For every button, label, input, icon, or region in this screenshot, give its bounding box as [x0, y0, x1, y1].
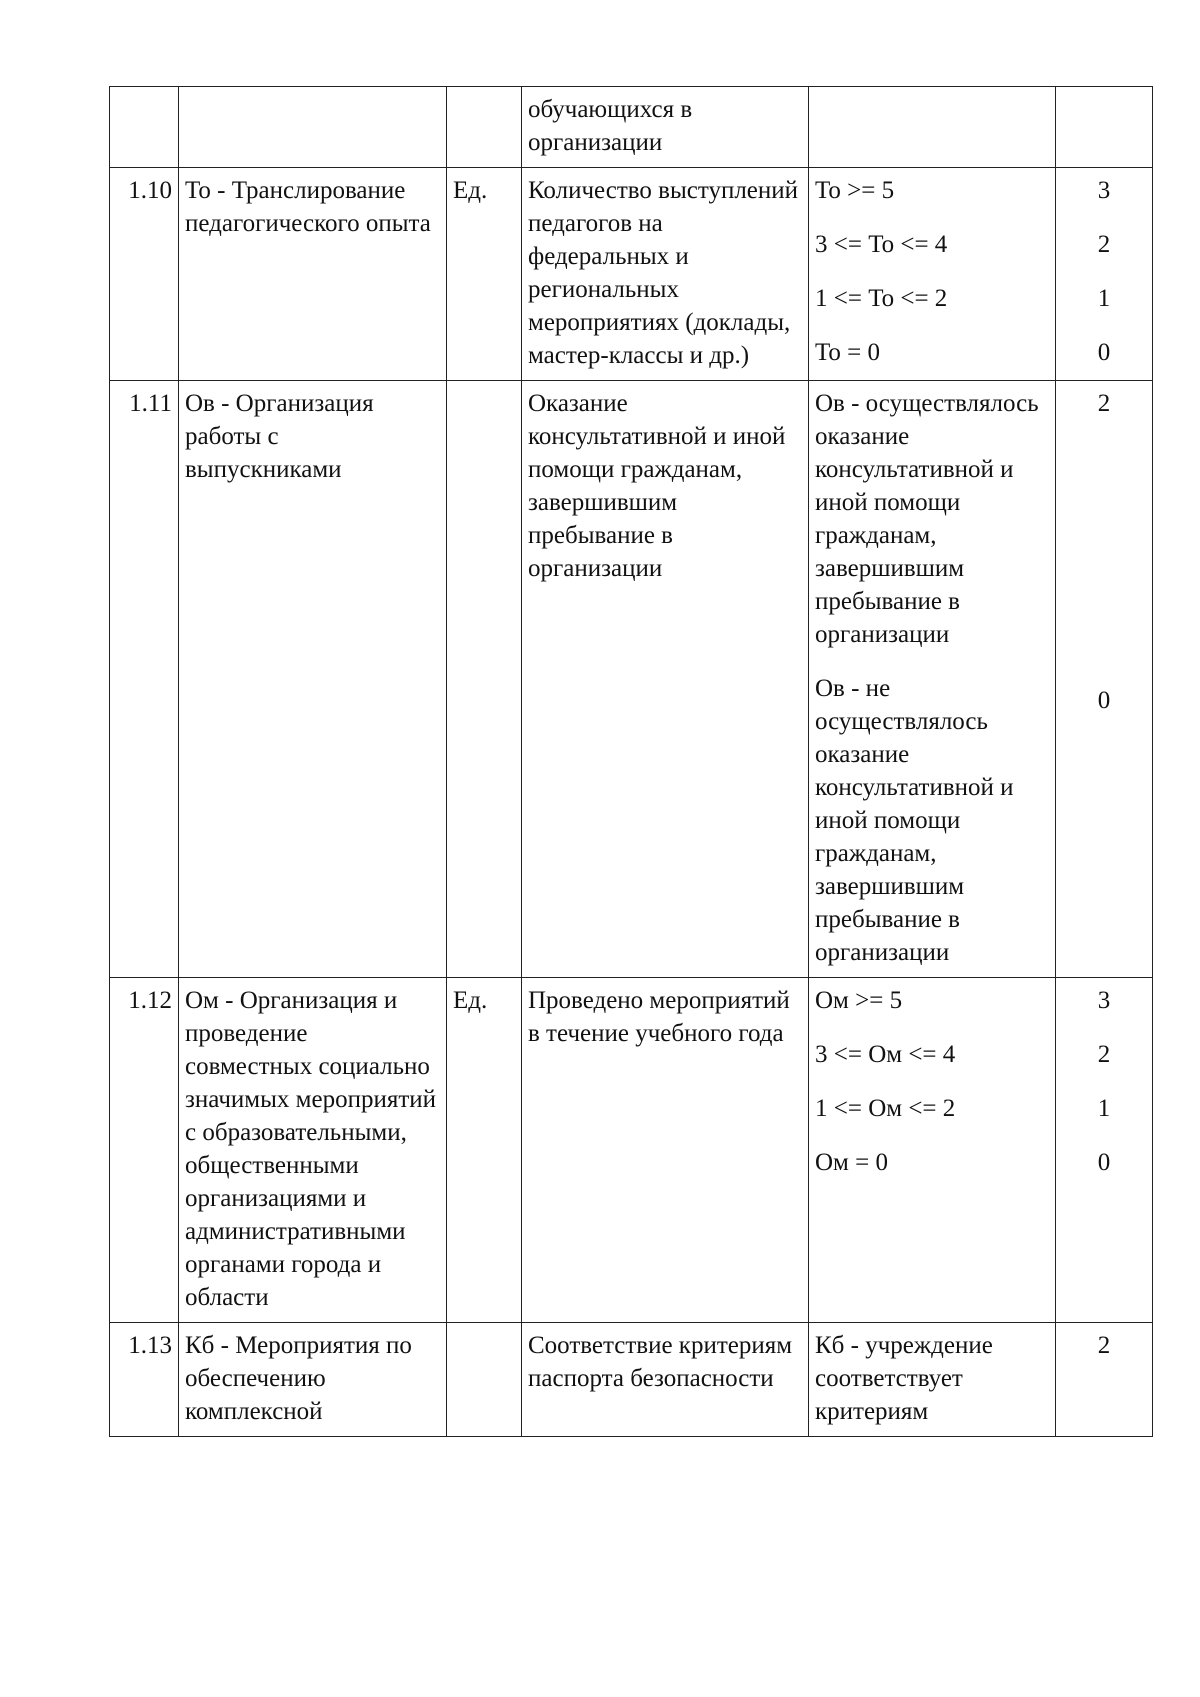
- score: 1: [1097, 285, 1111, 312]
- indicator-name: Кб - Мероприятия по обеспечению комплексной: [179, 1323, 447, 1437]
- unit: [447, 381, 522, 978]
- row-number: 1.13: [110, 1323, 179, 1437]
- condition: 1 <= То <= 2: [815, 285, 948, 312]
- cell-score: [1056, 87, 1153, 168]
- table-row-continuation: [110, 87, 1153, 168]
- score: 3: [1097, 987, 1111, 1014]
- condition: Ов - осуществлялось оказание консультативной и иной помощи гражданам, завершившим пребывание в организации: [815, 390, 1039, 648]
- score: 2: [1097, 1332, 1111, 1359]
- indicator-description: Проведено мероприятий в течение учебного года: [522, 978, 809, 1323]
- row-number: 1.10: [110, 168, 179, 381]
- conditions-cell: [809, 1323, 1056, 1437]
- indicator-description: Соответствие критериям паспорта безопасности: [522, 1323, 809, 1437]
- table-row: [110, 168, 1153, 381]
- table-row: [110, 978, 1153, 1323]
- cell-description: обучающихся в организации: [522, 87, 809, 168]
- condition: Ов - не осуществлялось оказание консультативной и иной помощи гражданам, завершившим пребывание в организации: [815, 675, 1014, 966]
- conditions-cell: [809, 168, 1056, 381]
- condition: 1 <= Ом <= 2: [815, 1095, 956, 1122]
- conditions-cell: [809, 978, 1056, 1323]
- conditions-cell: [809, 381, 1056, 978]
- scores-cell: [1056, 168, 1153, 381]
- condition: Ом >= 5: [815, 987, 903, 1014]
- score: 0: [1097, 339, 1111, 366]
- score: 2: [1097, 1041, 1111, 1068]
- cell-num: [110, 87, 179, 168]
- indicator-description: Количество выступлений педагогов на федеральных и региональных мероприятиях (доклады, мастер-классы и др.): [522, 168, 809, 381]
- cell-name: [179, 87, 447, 168]
- indicator-name: То - Транслирование педагогического опыта: [179, 168, 447, 381]
- score: 2: [1097, 231, 1111, 258]
- indicator-description: Оказание консультативной и иной помощи гражданам, завершившим пребывание в организации: [522, 381, 809, 978]
- score: 1: [1097, 1095, 1111, 1122]
- row-number: 1.11: [110, 381, 179, 978]
- cell-unit: [447, 87, 522, 168]
- scores-cell: [1056, 978, 1153, 1323]
- score: 0: [1097, 687, 1111, 714]
- cell-conditions: [809, 87, 1056, 168]
- scores-cell: [1056, 1323, 1153, 1437]
- score: 3: [1097, 177, 1111, 204]
- score: 0: [1097, 1149, 1111, 1176]
- condition: То = 0: [815, 339, 880, 366]
- condition: 3 <= То <= 4: [815, 231, 948, 258]
- unit: Ед.: [447, 168, 522, 381]
- unit: [447, 1323, 522, 1437]
- table-row: [110, 1323, 1153, 1437]
- table-row: [110, 381, 1153, 978]
- condition: 3 <= Ом <= 4: [815, 1041, 956, 1068]
- condition: Кб - учреждение соответствует критериям: [815, 1332, 993, 1425]
- indicator-name: Ов - Организация работы с выпускниками: [179, 381, 447, 978]
- condition: Ом = 0: [815, 1149, 888, 1176]
- condition: То >= 5: [815, 177, 895, 204]
- criteria-table: [109, 86, 1153, 1437]
- unit: Ед.: [447, 978, 522, 1323]
- indicator-name: Ом - Организация и проведение совместных социально значимых мероприятий с образовательными, общественными организациями и административными органами города и области: [179, 978, 447, 1323]
- score: 2: [1097, 390, 1111, 417]
- scores-cell: [1056, 381, 1153, 978]
- row-number: 1.12: [110, 978, 179, 1323]
